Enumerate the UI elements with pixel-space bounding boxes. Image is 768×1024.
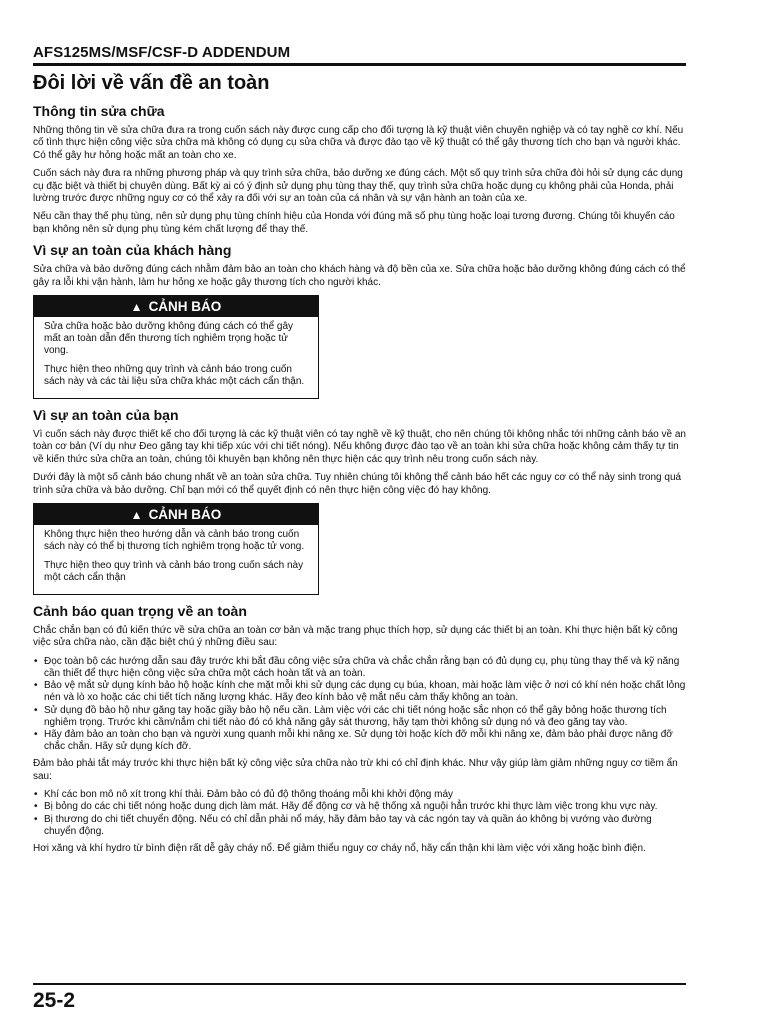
bullet-icon: •: [34, 801, 38, 813]
paragraph: Nếu cần thay thế phụ tùng, nên sử dụng phụ tùng chính hiệu của Honda với đúng mã số phụ tùng hoặc loại tương đương. Chúng tôi khuyến cáo bạn không nên sử dụng phụ tùng kém chất lượng để thay thế.: [33, 211, 675, 235]
bullet-icon: •: [34, 704, 38, 716]
paragraph: Đảm bảo phải tắt máy trước khi thực hiện bất kỳ công việc sửa chữa nào trừ khi có chỉ định khác. Như vậy giúp làm giảm những nguy cơ tiềm ẩn sau:: [33, 758, 678, 782]
warning-box: [33, 503, 319, 595]
warning-header: [34, 296, 318, 317]
bullet-list: [33, 656, 686, 754]
warning-text: Thực hiện theo những quy trình và cảnh báo trong cuốn sách này và các tài liệu sửa chữa khác một cách cẩn thận.: [44, 363, 305, 387]
document-header: AFS125MS/MSF/CSF-D ADDENDUM: [33, 44, 686, 66]
bullet-list: [33, 789, 686, 838]
page-title: Đôi lời về vấn đề an toàn: [33, 72, 270, 94]
paragraph: Vì cuốn sách này được thiết kế cho đối tượng là các kỹ thuật viên có tay nghề về kỹ thuật, cho nên chúng tôi không nhắc tới những cảnh báo về an toàn cơ bản (Ví dụ như Đeo găng tay khi tiếp xúc với chi tiết nóng). Nếu không được đào tạo về an toàn khi sửa chữa hoặc không cảm thấy tự tin về kiến thức sửa chữa an toàn, chúng tôi khuyên bạn không nên thực hiện các quy trình nêu trong cuốn sách này.: [33, 429, 686, 465]
section-heading-repair-info: Thông tin sửa chữa: [33, 103, 165, 119]
bullet-icon: •: [34, 680, 38, 692]
paragraph: Hơi xăng và khí hydro từ bình điện rất dễ gây cháy nổ. Để giảm thiểu nguy cơ cháy nổ, hãy cẩn thận khi làm việc với xăng hoặc bình điện.: [33, 842, 646, 854]
list-item: • Sử dụng đồ bảo hộ như găng tay hoặc giầy bảo hộ nếu cần. Làm việc với các chi tiết nóng hoặc sắc nhọn có thể gây bỏng hoặc thương tích nghiêm trọng. Trước khi cầm/nắm chi tiết nào đó có khả năng gây sát thương, hãy tạm thời không sử dụng nó và đeo găng tay vào.: [34, 704, 667, 728]
warning-text: Sửa chữa hoặc bảo dưỡng không đúng cách có thể gây mất an toàn dẫn đến thương tích nghiêm trọng hoặc tử vong.: [44, 321, 294, 357]
paragraph: Cuốn sách này đưa ra những phương pháp và quy trình sửa chữa, bảo dưỡng xe đúng cách. Một số quy trình sửa chữa đòi hỏi sử dụng các dụng cụ đặc biệt và thiết bị chuyên dùng. Bất kỳ ai có ý định sử dụng phụ tùng thay thế, quy trình sửa chữa hoặc dụng cụ không phải của Honda, phải lường trước được những nguy cơ có thể xảy ra đối với sự an toàn của cá nhân và sự vận hành an toàn của xe.: [33, 168, 683, 205]
warning-label: CẢNH BÁO: [148, 299, 222, 315]
section-heading-customer-safety: Vì sự an toàn của khách hàng: [33, 242, 232, 259]
list-item: • Đọc toàn bộ các hướng dẫn sau đây trước khi bắt đầu công việc sửa chữa và chắc chắn rằng bạn có đủ dụng cụ, phụ tùng thay thế và kỹ năng cần thiết để thực hiện công việc sửa chữa một cách hoàn tất và an toàn.: [34, 655, 680, 679]
bullet-icon: •: [34, 813, 38, 825]
section-heading-important-safety: Cảnh báo quan trọng về an toàn: [33, 602, 247, 619]
bullet-icon: •: [34, 728, 38, 740]
list-item: • Bị bỏng do các chi tiết nóng hoặc dung dịch làm mát. Hãy để động cơ và hệ thống xả nguội hẳn trước khi thực làm việc trong khu vực này.: [34, 801, 658, 813]
warning-text: Không thực hiện theo hướng dẫn và cảnh báo trong cuốn sách này có thể bị thương tích nghiêm trọng hoặc tử vong.: [44, 529, 305, 553]
paragraph: Sửa chữa và bảo dưỡng đúng cách nhằm đảm bảo an toàn cho khách hàng và độ bền của xe. Sửa chữa hoặc bảo dưỡng không đúng cách có thể gây ra lỗi khi vận hành, làm hư hỏng xe hoặc gây thương tích cho người khác.: [33, 264, 686, 288]
warning-label: CẢNH BÁO: [148, 507, 222, 523]
document-page: [33, 44, 686, 861]
warning-triangle-icon: ▲: [130, 508, 143, 523]
paragraph: Những thông tin về sửa chữa đưa ra trong cuốn sách này được cung cấp cho đối tượng là kỹ thuật viên chuyên nghiệp và có tay nghề cơ khí. Nếu cố tình thực hiện công việc sửa chữa mà không có dụng cụ sửa chữa và được đào tạo về kỹ thuật có thể gây thương tích cho bạn và người khác. Có thể gây hư hỏng hoặc mất an toàn cho xe.: [33, 125, 684, 161]
paragraph: Chắc chắn bạn có đủ kiến thức về sửa chữa an toàn cơ bản và mặc trang phục thích hợp, sử dụng các thiết bị an toàn. Khi thực hiện bất kỳ công việc sửa chữa nào, cần đặc biệt chú ý những điều sau:: [33, 624, 678, 649]
list-item: • Khí các bon mô nô xít trong khí thải. Đảm bảo có đủ độ thông thoáng mỗi khi khởi động máy: [34, 789, 454, 801]
warning-box: [33, 295, 319, 399]
warning-triangle-icon: ▲: [130, 300, 143, 315]
list-item: • Bảo vệ mắt sử dụng kính bảo hộ hoặc kính che mặt mỗi khi sử dụng các dụng cụ búa, khoan, mài hoặc làm việc ở nơi có khí nén hoặc chất lỏng nén và lò xo hoặc các chi tiết tích năng lượng khác. Hãy đeo kính bảo vệ mắt nếu cảm thấy không an toàn.: [34, 680, 686, 704]
warning-text: Thực hiện theo quy trình và cảnh báo trong cuốn sách này một cách cẩn thận: [44, 559, 304, 583]
bullet-icon: •: [34, 655, 38, 667]
bullet-icon: •: [34, 789, 38, 801]
paragraph: Dưới đây là một số cảnh báo chung nhất về an toàn sửa chữa. Tuy nhiên chúng tôi không thể cảnh báo hết các nguy cơ có thể nảy sinh trong quá trình sửa chữa và bảo dưỡng. Chỉ bạn mới có thể quyết định có nên thực hiện công việc đó hay không.: [33, 472, 682, 496]
warning-body: [34, 317, 318, 398]
warning-header: [34, 504, 318, 525]
page-number: 25-2: [33, 989, 76, 1012]
list-item: • Bị thương do chi tiết chuyển động. Nếu có chỉ dẫn phải nổ máy, hãy đảm bảo tay và các ngón tay và quần áo không bị vướng vào đường chuyển động.: [34, 813, 652, 837]
list-item: • Hãy đảm bảo an toàn cho bạn và người xung quanh mỗi khi nâng xe. Sử dụng tời hoặc kích đỡ mỗi khi nâng xe, đảm bảo phải được nâng đỡ chắc chắn. Hãy sử dụng kích đỡ.: [34, 728, 673, 753]
page-footer: [33, 983, 686, 1013]
warning-body: [34, 525, 318, 594]
section-heading-your-safety: Vì sự an toàn của bạn: [33, 407, 179, 424]
